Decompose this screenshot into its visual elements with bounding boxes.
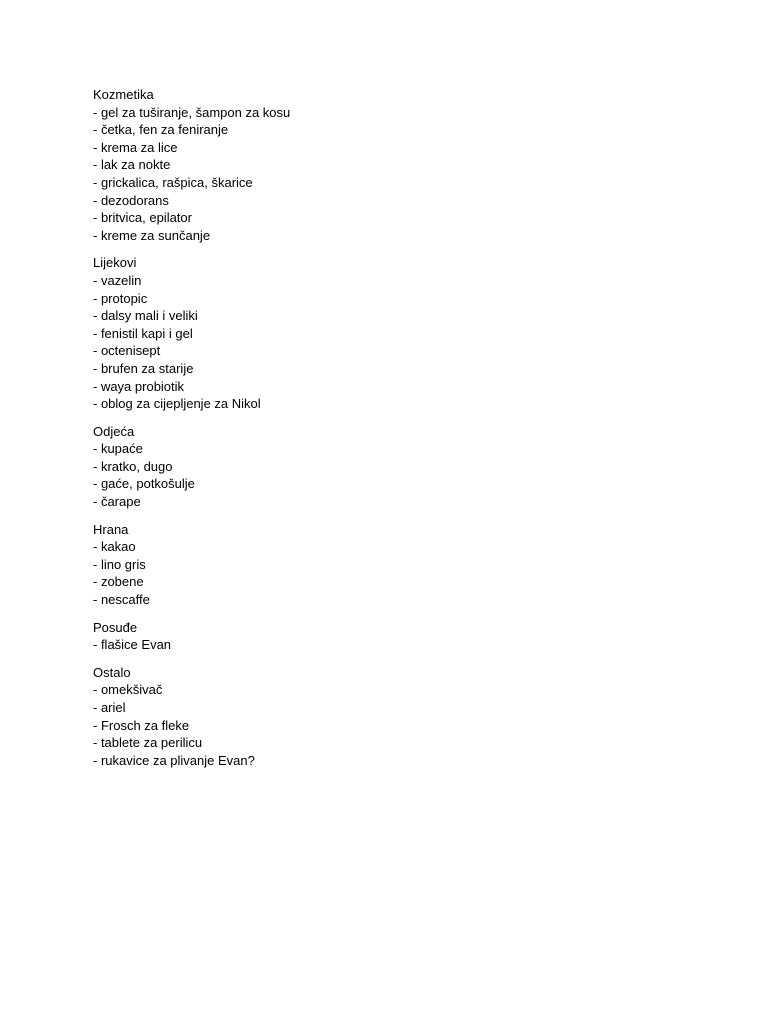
section-ostalo: [93, 664, 713, 770]
list-item: - dalsy mali i veliki: [93, 308, 198, 324]
list-item: - ariel: [93, 700, 126, 715]
list-item: - protopic: [93, 290, 148, 306]
section-title: Posuđe: [93, 619, 138, 635]
section-odjeca: [93, 423, 713, 511]
section-title: Kozmetika: [93, 87, 154, 102]
section-hrana: [93, 521, 713, 609]
list-item: - nescaffe: [93, 592, 150, 608]
list-item: - gel za tuširanje, šampon za kosu: [93, 104, 291, 120]
list-item: - kupaće: [93, 441, 143, 457]
list-item: - octenisept: [93, 343, 161, 359]
list-item: - gaće, potkošulje: [93, 476, 195, 492]
list-item: - vazelin: [93, 272, 142, 288]
list-item: - kakao: [93, 539, 136, 555]
list-item: - dezodorans: [93, 192, 169, 208]
list-item: - četka, fen za feniranje: [93, 122, 229, 138]
list-item: - kratko, dugo: [93, 458, 173, 474]
list-item: - omekšivač: [93, 682, 163, 698]
section-title: Hrana: [93, 521, 129, 537]
list-item: - waya probiotik: [93, 378, 185, 394]
section-title: Lijekovi: [93, 255, 137, 271]
list-item: - oblog za cijepljenje za Nikol: [93, 396, 261, 412]
section-kozmetika: [93, 86, 713, 244]
section-title: Odjeća: [93, 423, 135, 439]
list-item: - kreme za sunčanje: [93, 227, 211, 243]
list-item: - krema za lice: [93, 139, 178, 155]
document-page: [93, 86, 713, 779]
list-item: - čarape: [93, 494, 141, 510]
list-item: - flašice Evan: [93, 637, 172, 653]
list-item: - zobene: [93, 574, 144, 590]
list-item: - rukavice za plivanje Evan?: [93, 752, 255, 768]
list-item: - Frosch za fleke: [93, 717, 190, 733]
list-item: - grickalica, rašpica, škarice: [93, 174, 253, 190]
list-item: - fenistil kapi i gel: [93, 325, 193, 341]
list-item: - tablete za perilicu: [93, 735, 203, 751]
section-lijekovi: [93, 254, 713, 412]
list-item: - lino gris: [93, 556, 146, 572]
list-item: - lak za nokte: [93, 157, 171, 173]
section-title: Ostalo: [93, 664, 131, 680]
list-item: - brufen za starije: [93, 360, 194, 376]
list-item: - britvica, epilator: [93, 210, 192, 226]
section-posude: [93, 619, 713, 654]
